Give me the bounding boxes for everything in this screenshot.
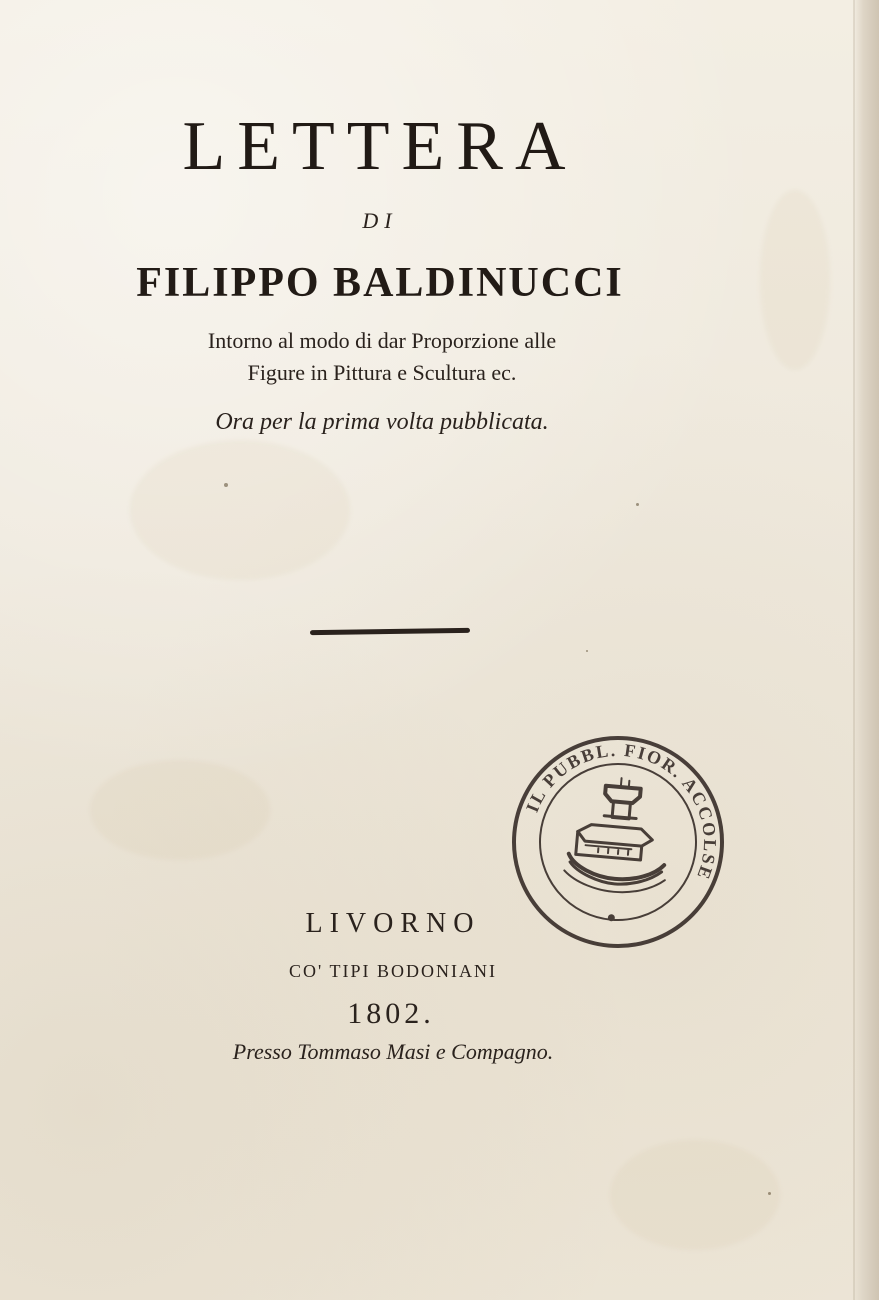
subtitle-line-2: Figure in Pittura e Scultura ec. — [247, 360, 517, 385]
author-name: FILIPPO BALDINUCCI — [136, 260, 624, 306]
page-edge — [853, 0, 879, 1300]
imprint-publisher: Presso Tommaso Masi e Compagno. — [232, 1039, 554, 1064]
paper-speck — [586, 650, 588, 652]
paper-speck — [224, 483, 228, 487]
publication-note: Ora per la prima volta pubblicata. — [215, 409, 549, 435]
paper-speck — [768, 1192, 771, 1195]
imprint-year: 1802. — [347, 997, 435, 1030]
imprint-printer: CO' TIPI BODONIANI — [289, 961, 497, 981]
paper-stain — [610, 1140, 780, 1250]
document-title: LETTERA — [182, 108, 578, 185]
stamp-circular-text: IL PUBBL. FIOR. ACCOLSE — [521, 739, 721, 884]
byline: DI — [362, 208, 398, 233]
paper-speck — [636, 503, 639, 506]
paper-stain — [130, 440, 350, 580]
subtitle-line-1: Intorno al modo di dar Proporzione alle — [207, 328, 557, 353]
decorative-rule — [310, 628, 470, 635]
imprint-place: LIVORNO — [305, 908, 481, 939]
paper-stain — [760, 190, 830, 370]
paper-stain — [90, 760, 270, 860]
